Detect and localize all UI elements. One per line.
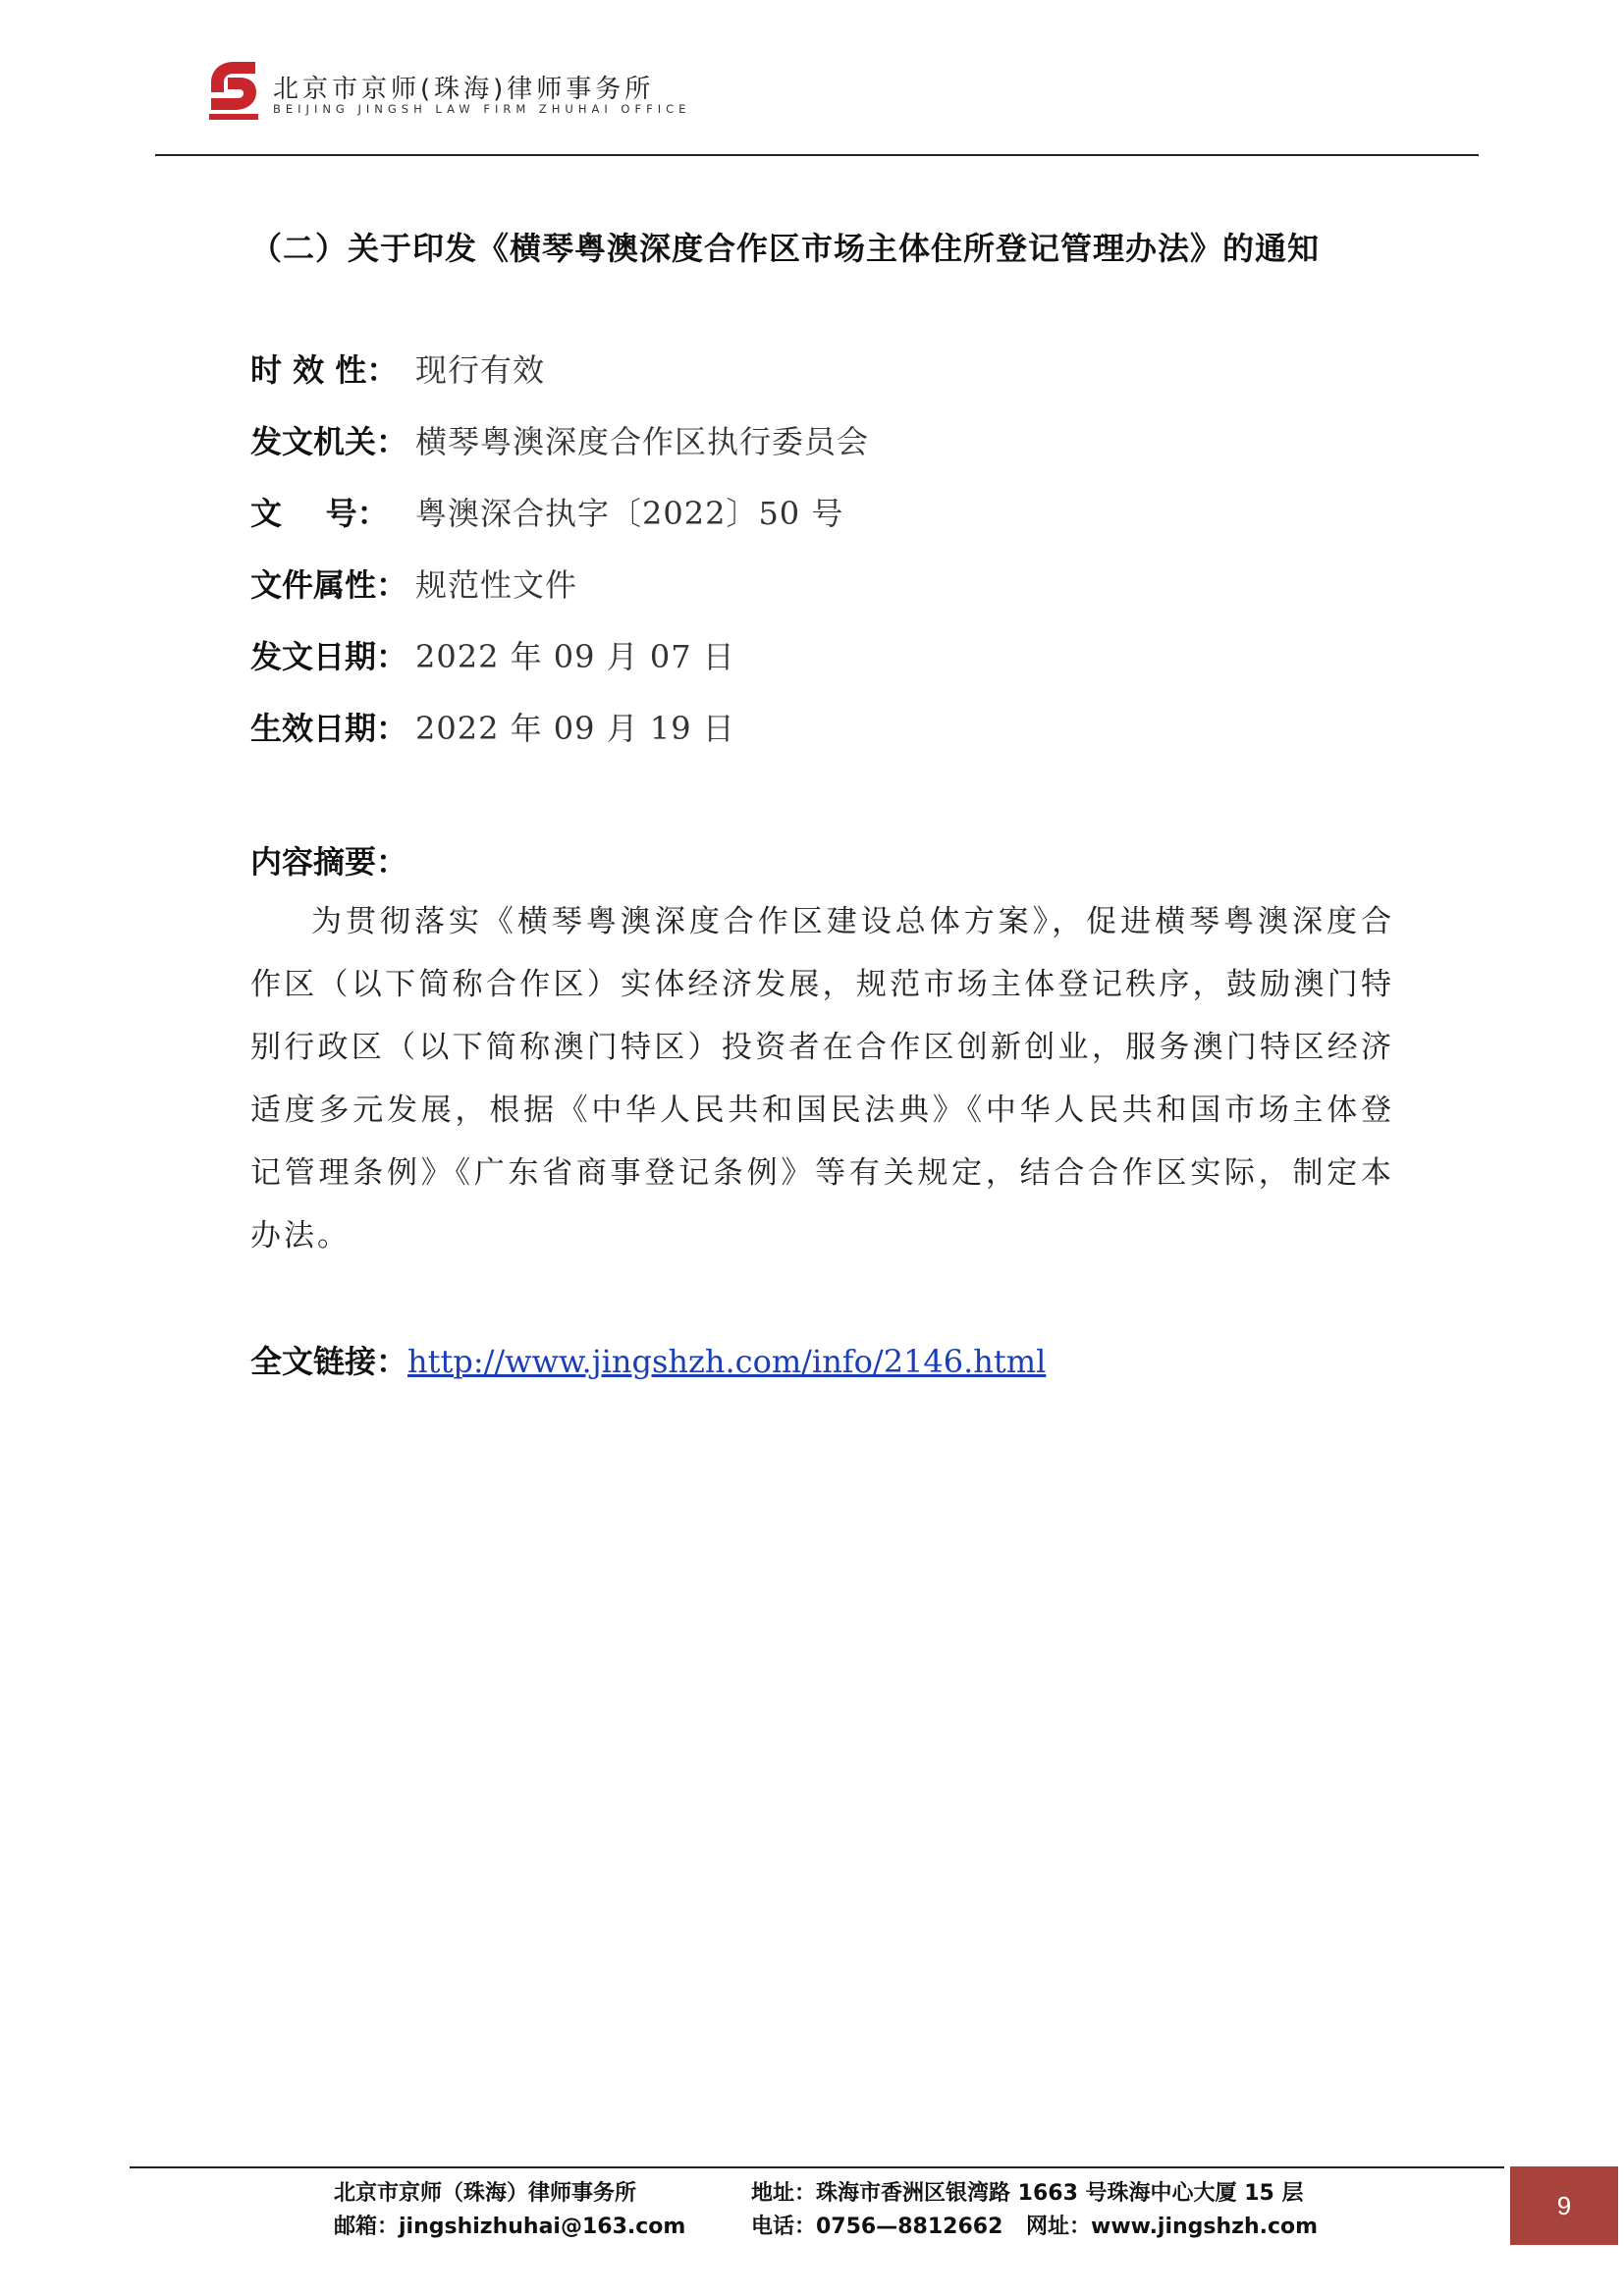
- footer-website: 网址：www.jingshzh.com: [1026, 2215, 1319, 2239]
- meta-row-issue-date: [250, 618, 869, 690]
- header-divider: [155, 154, 1479, 156]
- meta-row-validity: [250, 332, 869, 403]
- summary-heading: 内容摘要：: [250, 843, 408, 881]
- meta-label: 发文机关：: [250, 422, 408, 460]
- firm-name-cn: 北京市京师(珠海)律师事务所: [273, 75, 655, 104]
- meta-value: 规范性文件: [415, 565, 578, 604]
- summary-paragraph: 为贯彻落实《横琴粤澳深度合作区建设总体方案》，促进横琴粤澳深度合作区（以下简称合作区）实体经济发展，规范市场主体登记秩序，鼓励澳门特别行政区（以下简称澳门特区）投资者在合作区创新创业，服务澳门特区经济适度多元发展，根据《中华人民共和国民法典》《中华人民共和国市场主体登记管理条例》《广东省商事登记条例》等有关规定，结合合作区实际，制定本办法。: [250, 904, 1394, 1254]
- meta-value: 2022 年 09 月 07 日: [415, 637, 735, 675]
- footer-contact-left: [334, 2177, 685, 2244]
- meta-label: 时 效 性：: [250, 350, 399, 389]
- document-title: （二）关于印发《横琴粤澳深度合作区市场主体住所登记管理办法》的通知: [250, 230, 1321, 267]
- firm-logo-icon: [206, 59, 261, 122]
- meta-label: 生效日期：: [250, 709, 408, 747]
- meta-label: 发文日期：: [250, 637, 408, 675]
- meta-row-issuer: [250, 403, 869, 475]
- meta-value: 2022 年 09 月 19 日: [415, 709, 735, 747]
- footer-phone: 电话：0756—8812662: [751, 2215, 1003, 2239]
- footer-divider: [130, 2166, 1504, 2168]
- letterhead: [206, 51, 697, 130]
- meta-row-doc-type: [250, 547, 869, 618]
- meta-value: 现行有效: [415, 350, 546, 389]
- full-text-link[interactable]: http://www.jingshzh.com/info/2146.html: [407, 1343, 1047, 1380]
- full-text-link-row: [250, 1337, 1046, 1382]
- meta-label: 文件属性：: [250, 565, 408, 604]
- meta-value: 横琴粤澳深度合作区执行委员会: [415, 422, 870, 460]
- meta-label: 文 号：: [250, 494, 389, 532]
- meta-value: 粤澳深合执字〔2022〕50 号: [415, 494, 844, 532]
- footer-email: 邮箱：jingshizhuhai@163.com: [334, 2215, 686, 2239]
- footer-firm-name: 北京市京师（珠海）律师事务所: [334, 2181, 637, 2206]
- link-label: 全文链接：: [250, 1343, 408, 1380]
- firm-name-en: BEIJING JINGSH LAW FIRM ZHUHAI OFFICE: [273, 102, 691, 116]
- meta-row-doc-number: [250, 475, 869, 547]
- footer-address: 地址：珠海市香洲区银湾路 1663 号珠海中心大厦 15 层: [751, 2181, 1304, 2206]
- metadata-list: [250, 332, 869, 762]
- meta-row-effective-date: [250, 690, 869, 762]
- page-number: 9: [1510, 2166, 1618, 2245]
